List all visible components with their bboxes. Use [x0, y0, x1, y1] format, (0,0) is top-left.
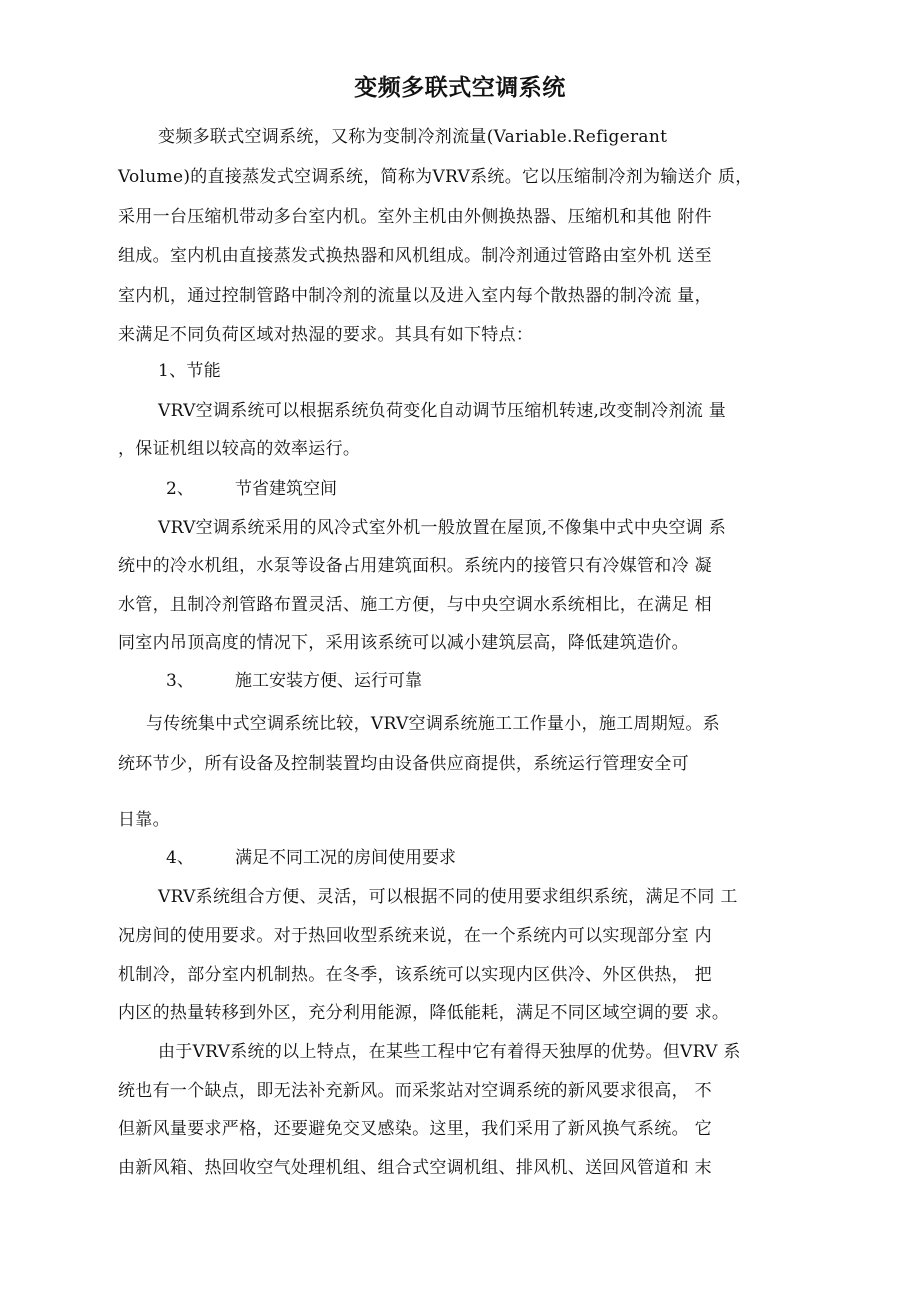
section-heading: 满足不同工况的房间使用要求 [235, 848, 456, 868]
intro-line: 变频多联式空调系统，又称为变制冷剂流量(Variable.Refigerant [158, 127, 668, 147]
document-title: 变频多联式空调系统 [354, 75, 566, 101]
section-heading: 施工安装方便、运行可靠 [235, 671, 422, 691]
section-heading: 节省建筑空间 [235, 479, 337, 499]
section-line: 机制冷，部分室内机制热。在冬季，该系统可以实现内区供冷、外区供热， 把 [118, 965, 712, 985]
section-heading: 1、节能 [158, 361, 222, 381]
section-line: 水管，且制冷剂管路布置灵活、施工方便，与中央空调水系统相比，在满足 相 [118, 595, 712, 615]
section-number: 3、 [166, 671, 194, 691]
section-number: 2、 [166, 479, 194, 499]
section-line: VRV系统组合方便、灵活，可以根据不同的使用要求组织系统，满足不同 工 [158, 887, 738, 907]
section-line: 日靠。 [118, 810, 170, 830]
section-line: ，保证机组以较高的效率运行。 [118, 439, 361, 459]
intro-line: 组成。室内机由直接蒸发式换热器和风机组成。制冷剂通过管路由室外机 送至 [118, 246, 712, 266]
section-line: VRV空调系统可以根据系统负荷变化自动调节压缩机转速,改变制冷剂流 量 [158, 401, 727, 421]
section-line: 同室内吊顶高度的情况下，采用该系统可以减小建筑层高，降低建筑造价。 [118, 633, 689, 653]
section-line: VRV空调系统采用的风冷式室外机一般放置在屋顶,不像集中式中央空调 系 [158, 518, 727, 538]
closing-line: 由于VRV系统的以上特点，在某些工程中它有着得天独厚的优势。但VRV 系 [158, 1042, 741, 1062]
section-line: 况房间的使用要求。对于热回收型系统来说，在一个系统内可以实现部分室 内 [118, 926, 712, 946]
intro-line: 来满足不同负荷区域对热湿的要求。其具有如下特点： [118, 325, 534, 345]
closing-line: 统也有一个缺点，即无法补充新风。而采浆站对空调系统的新风要求很高， 不 [118, 1081, 712, 1101]
closing-line: 由新风箱、热回收空气处理机组、组合式空调机组、排风机、送回风管道和 末 [118, 1158, 712, 1178]
intro-line: 采用一台压缩机带动多台室内机。室外主机由外侧换热器、压缩机和其他 附件 [118, 207, 712, 227]
closing-line: 但新风量要求严格，还要避免交叉感染。这里，我们采用了新风换气系统。 它 [118, 1119, 712, 1139]
section-number: 4、 [166, 848, 194, 868]
section-line: 内区的热量转移到外区，充分利用能源，降低能耗，满足不同区域空调的要 求。 [118, 1003, 730, 1023]
intro-line: Volume)的直接蒸发式空调系统，简称为VRV系统。它以压缩制冷剂为输送介 质， [118, 167, 753, 187]
section-line: 统中的冷水机组，水泵等设备占用建筑面积。系统内的接管只有冷媒管和冷 凝 [118, 556, 712, 576]
section-line: 统环节少，所有设备及控制装置均由设备供应商提供，系统运行管理安全可 [118, 754, 689, 774]
section-line: 与传统集中式空调系统比较，VRV空调系统施工工作量小，施工周期短。系 [146, 714, 720, 734]
intro-line: 室内机，通过控制管路中制冷剂的流量以及进入室内每个散热器的制冷流 量， [118, 286, 712, 306]
